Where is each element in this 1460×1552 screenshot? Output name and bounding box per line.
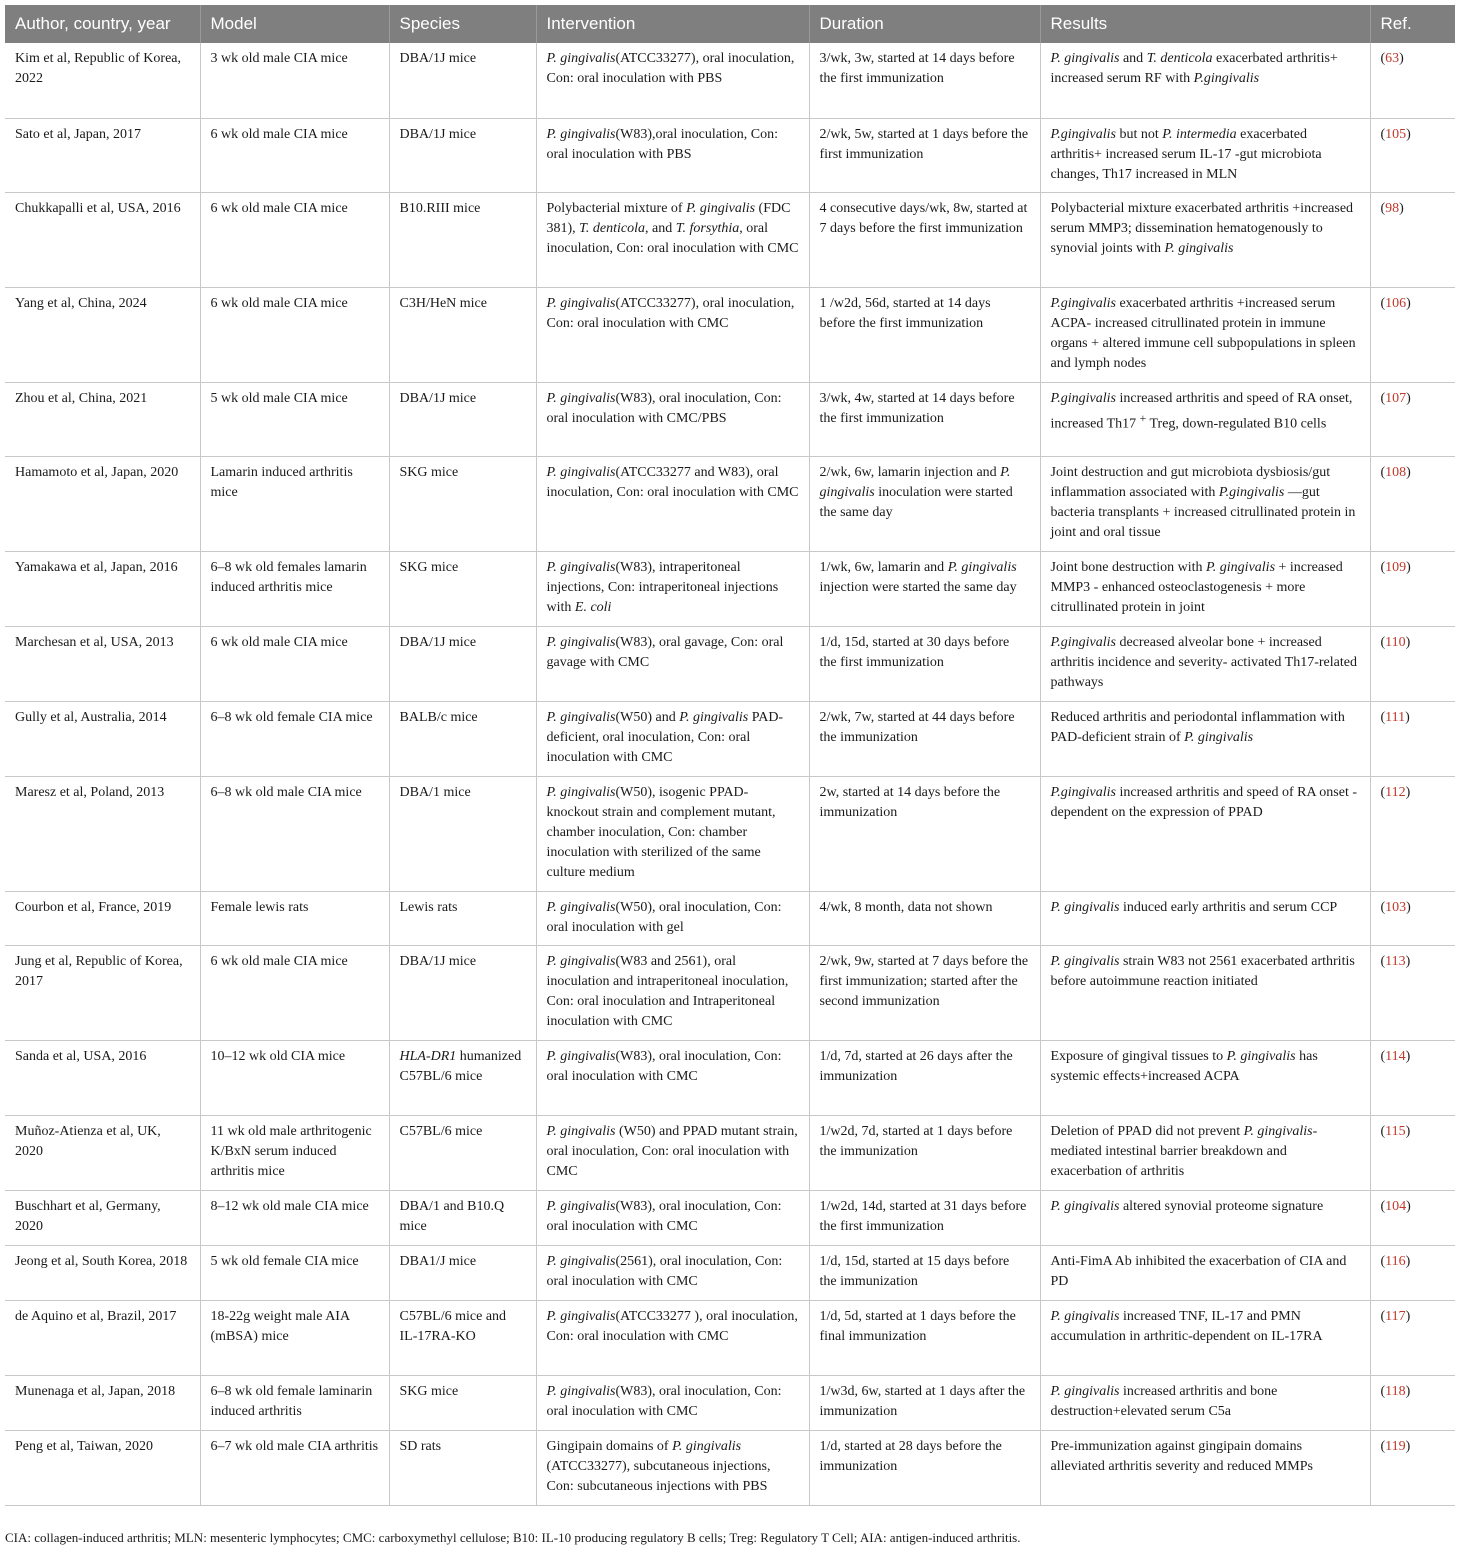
cell-results: Pre-immunization against gingipain domains alleviated arthritis severity and reduced MMPs	[1040, 1430, 1370, 1505]
cell-model: 6 wk old male CIA mice	[200, 626, 389, 701]
cell-intervention: P. gingivalis(W83 and 2561), oral inoculation and intraperitoneal inoculation, Con: oral inoculation and Intraperitoneal inoculation with CMC	[536, 945, 809, 1040]
table-row	[5, 1430, 1455, 1505]
header-row	[5, 5, 1455, 43]
cell-ref: (109)	[1370, 551, 1455, 626]
col-header-model: Model	[200, 5, 389, 43]
cell-ref: (107)	[1370, 382, 1455, 456]
cell-model: 10–12 wk old CIA mice	[200, 1040, 389, 1115]
cell-duration: 1/d, 7d, started at 26 days after the immunization	[809, 1040, 1040, 1115]
cell-author: Chukkapalli et al, USA, 2016	[5, 192, 200, 287]
table-footnote: CIA: collagen-induced arthritis; MLN: mesenteric lymphocytes; CMC: carboxymethyl cellulose; B10: IL-10 producing regulatory B cells; Treg: Regulatory T Cell; AIA: antigen-induced arthritis.	[5, 1530, 1021, 1545]
cell-species: DBA/1J mice	[389, 118, 536, 192]
reference-link[interactable]: 109	[1385, 559, 1407, 575]
cell-author: Hamamoto et al, Japan, 2020	[5, 456, 200, 551]
reference-link[interactable]: 108	[1385, 464, 1407, 480]
cell-intervention: P. gingivalis(ATCC33277), oral inoculation, Con: oral inoculation with CMC	[536, 287, 809, 382]
cell-intervention: P. gingivalis(W83), oral inoculation, Con: oral inoculation with CMC	[536, 1190, 809, 1245]
cell-intervention: P. gingivalis (W50) and PPAD mutant strain, oral inoculation, Con: oral inoculation with CMC	[536, 1115, 809, 1190]
cell-duration: 3/wk, 4w, started at 14 days before the first immunization	[809, 382, 1040, 456]
cell-model: 6–8 wk old female laminarin induced arthritis	[200, 1375, 389, 1430]
cell-results: P. gingivalis strain W83 not 2561 exacerbated arthritis before autoimmune reaction initiated	[1040, 945, 1370, 1040]
cell-species: C57BL/6 mice	[389, 1115, 536, 1190]
cell-results: Deletion of PPAD did not prevent P. gingivalis-mediated intestinal barrier breakdown and exacerbation of arthritis	[1040, 1115, 1370, 1190]
table-row	[5, 1040, 1455, 1115]
table-row	[5, 382, 1455, 456]
cell-duration: 1/w2d, 14d, started at 31 days before the first immunization	[809, 1190, 1040, 1245]
cell-ref: (104)	[1370, 1190, 1455, 1245]
cell-ref: (111)	[1370, 701, 1455, 776]
cell-intervention: P. gingivalis(W50) and P. gingivalis PAD-deficient, oral inoculation, Con: oral inoculation with CMC	[536, 701, 809, 776]
cell-results: Anti-FimA Ab inhibited the exacerbation of CIA and PD	[1040, 1245, 1370, 1300]
table-row	[5, 1245, 1455, 1300]
cell-species: SKG mice	[389, 551, 536, 626]
cell-intervention: P. gingivalis(ATCC33277 ), oral inoculation, Con: oral inoculation with CMC	[536, 1300, 809, 1375]
cell-species: DBA1/J mice	[389, 1245, 536, 1300]
cell-duration: 1/w2d, 7d, started at 1 days before the immunization	[809, 1115, 1040, 1190]
col-header-duration: Duration	[809, 5, 1040, 43]
cell-intervention: Polybacterial mixture of P. gingivalis (FDC 381), T. denticola, and T. forsythia, oral inoculation, Con: oral inoculation with CMC	[536, 192, 809, 287]
reference-link[interactable]: 112	[1385, 784, 1406, 800]
cell-author: Yamakawa et al, Japan, 2016	[5, 551, 200, 626]
cell-author: Zhou et al, China, 2021	[5, 382, 200, 456]
reference-link[interactable]: 104	[1385, 1198, 1407, 1214]
cell-ref: (115)	[1370, 1115, 1455, 1190]
cell-ref: (110)	[1370, 626, 1455, 701]
cell-model: 6 wk old male CIA mice	[200, 945, 389, 1040]
cell-ref: (113)	[1370, 945, 1455, 1040]
cell-author: Sato et al, Japan, 2017	[5, 118, 200, 192]
reference-link[interactable]: 118	[1385, 1383, 1406, 1399]
cell-results: P.gingivalis decreased alveolar bone + increased arthritis incidence and severity- activated Th17-related pathways	[1040, 626, 1370, 701]
cell-species: SD rats	[389, 1430, 536, 1505]
cell-model: 11 wk old male arthritogenic K/BxN serum induced arthritis mice	[200, 1115, 389, 1190]
cell-intervention: P. gingivalis(W83), oral gavage, Con: oral gavage with CMC	[536, 626, 809, 701]
table-row	[5, 945, 1455, 1040]
cell-intervention: P. gingivalis(W83), oral inoculation, Con: oral inoculation with CMC	[536, 1375, 809, 1430]
table-row	[5, 118, 1455, 192]
cell-species: DBA/1 and B10.Q mice	[389, 1190, 536, 1245]
cell-model: Female lewis rats	[200, 891, 389, 945]
cell-model: 6 wk old male CIA mice	[200, 192, 389, 287]
cell-duration: 3/wk, 3w, started at 14 days before the first immunization	[809, 43, 1040, 118]
cell-results: Joint destruction and gut microbiota dysbiosis/gut inflammation associated with P.gingivalis —gut bacteria transplants + increased citrullinated protein in joint and oral tissue	[1040, 456, 1370, 551]
cell-duration: 1/d, 15d, started at 15 days before the immunization	[809, 1245, 1040, 1300]
cell-results: P. gingivalis altered synovial proteome signature	[1040, 1190, 1370, 1245]
cell-species: HLA-DR1 humanized C57BL/6 mice	[389, 1040, 536, 1115]
cell-species: Lewis rats	[389, 891, 536, 945]
cell-species: C3H/HeN mice	[389, 287, 536, 382]
table-row	[5, 626, 1455, 701]
table-row	[5, 551, 1455, 626]
cell-intervention: P. gingivalis(ATCC33277 and W83), oral inoculation, Con: oral inoculation with CMC	[536, 456, 809, 551]
col-header-results: Results	[1040, 5, 1370, 43]
reference-link[interactable]: 103	[1385, 899, 1407, 915]
cell-author: Jung et al, Republic of Korea, 2017	[5, 945, 200, 1040]
cell-ref: (119)	[1370, 1430, 1455, 1505]
cell-ref: (118)	[1370, 1375, 1455, 1430]
cell-model: 6–8 wk old females lamarin induced arthritis mice	[200, 551, 389, 626]
cell-author: Gully et al, Australia, 2014	[5, 701, 200, 776]
cell-species: DBA/1J mice	[389, 43, 536, 118]
cell-species: C57BL/6 mice and IL-17RA-KO	[389, 1300, 536, 1375]
cell-results: P. gingivalis increased arthritis and bone destruction+elevated serum C5a	[1040, 1375, 1370, 1430]
cell-intervention: P. gingivalis(W50), oral inoculation, Con: oral inoculation with gel	[536, 891, 809, 945]
cell-intervention: P. gingivalis(W50), isogenic PPAD-knockout strain and complement mutant, chamber inoculation, Con: chamber inoculation with sterilized of the same culture medium	[536, 776, 809, 891]
cell-duration: 4 consecutive days/wk, 8w, started at 7 days before the first immunization	[809, 192, 1040, 287]
cell-intervention: P. gingivalis(W83), oral inoculation, Con: oral inoculation with CMC	[536, 1040, 809, 1115]
reference-link[interactable]: 98	[1385, 200, 1400, 216]
reference-link[interactable]: 115	[1385, 1123, 1406, 1139]
cell-ref: (114)	[1370, 1040, 1455, 1115]
cell-results: Exposure of gingival tissues to P. gingivalis has systemic effects+increased ACPA	[1040, 1040, 1370, 1115]
reference-link[interactable]: 114	[1385, 1048, 1406, 1064]
cell-ref: (112)	[1370, 776, 1455, 891]
reference-link[interactable]: 113	[1385, 953, 1406, 969]
studies-table	[5, 5, 1455, 1506]
reference-link[interactable]: 119	[1385, 1438, 1406, 1454]
cell-model: Lamarin induced arthritis mice	[200, 456, 389, 551]
cell-model: 6–8 wk old male CIA mice	[200, 776, 389, 891]
table-row	[5, 1190, 1455, 1245]
table-row	[5, 192, 1455, 287]
cell-model: 5 wk old female CIA mice	[200, 1245, 389, 1300]
cell-species: DBA/1J mice	[389, 626, 536, 701]
cell-intervention: P. gingivalis(ATCC33277), oral inoculation, Con: oral inoculation with PBS	[536, 43, 809, 118]
cell-species: SKG mice	[389, 456, 536, 551]
cell-intervention: P. gingivalis(W83), oral inoculation, Con: oral inoculation with CMC/PBS	[536, 382, 809, 456]
cell-duration: 1/d, 5d, started at 1 days before the final immunization	[809, 1300, 1040, 1375]
cell-intervention: P. gingivalis(W83), intraperitoneal injections, Con: intraperitoneal injections with E. coli	[536, 551, 809, 626]
cell-duration: 1 /w2d, 56d, started at 14 days before the first immunization	[809, 287, 1040, 382]
cell-model: 6–7 wk old male CIA arthritis	[200, 1430, 389, 1505]
reference-link[interactable]: 107	[1385, 390, 1407, 406]
cell-author: Marchesan et al, USA, 2013	[5, 626, 200, 701]
cell-intervention: P. gingivalis(W83),oral inoculation, Con: oral inoculation with PBS	[536, 118, 809, 192]
cell-duration: 2/wk, 6w, lamarin injection and P. gingivalis inoculation were started the same day	[809, 456, 1040, 551]
table-body	[5, 43, 1455, 1505]
cell-author: Munenaga et al, Japan, 2018	[5, 1375, 200, 1430]
cell-model: 5 wk old male CIA mice	[200, 382, 389, 456]
cell-intervention: P. gingivalis(2561), oral inoculation, Con: oral inoculation with CMC	[536, 1245, 809, 1300]
cell-species: DBA/1J mice	[389, 945, 536, 1040]
cell-author: Kim et al, Republic of Korea, 2022	[5, 43, 200, 118]
cell-author: Peng et al, Taiwan, 2020	[5, 1430, 200, 1505]
cell-model: 6–8 wk old female CIA mice	[200, 701, 389, 776]
reference-link[interactable]: 111	[1385, 709, 1406, 725]
cell-results: P.gingivalis exacerbated arthritis +increased serum ACPA- increased citrullinated protein in immune organs + altered immune cell subpopulations in spleen and lymph nodes	[1040, 287, 1370, 382]
cell-ref: (103)	[1370, 891, 1455, 945]
table-row	[5, 891, 1455, 945]
cell-duration: 2/wk, 9w, started at 7 days before the first immunization; started after the second immunization	[809, 945, 1040, 1040]
cell-results: Polybacterial mixture exacerbated arthritis +increased serum MMP3; dissemination hematogenously to synovial joints with P. gingivalis	[1040, 192, 1370, 287]
reference-link[interactable]: 106	[1385, 295, 1407, 311]
cell-species: BALB/c mice	[389, 701, 536, 776]
col-header-author: Author, country, year	[5, 5, 200, 43]
cell-ref: (98)	[1370, 192, 1455, 287]
cell-model: 8–12 wk old male CIA mice	[200, 1190, 389, 1245]
cell-model: 6 wk old male CIA mice	[200, 118, 389, 192]
cell-results: Reduced arthritis and periodontal inflammation with PAD-deficient strain of P. gingivalis	[1040, 701, 1370, 776]
cell-results: Joint bone destruction with P. gingivalis + increased MMP3 - enhanced osteoclastogenesis + more citrullinated protein in joint	[1040, 551, 1370, 626]
cell-ref: (63)	[1370, 43, 1455, 118]
cell-ref: (105)	[1370, 118, 1455, 192]
cell-author: Buschhart et al, Germany, 2020	[5, 1190, 200, 1245]
reference-link[interactable]: 63	[1385, 51, 1400, 66]
cell-model: 18-22g weight male AIA (mBSA) mice	[200, 1300, 389, 1375]
cell-duration: 1/d, started at 28 days before the immunization	[809, 1430, 1040, 1505]
table-row	[5, 1375, 1455, 1430]
table-row	[5, 701, 1455, 776]
cell-species: DBA/1 mice	[389, 776, 536, 891]
cell-duration: 1/w3d, 6w, started at 1 days after the immunization	[809, 1375, 1040, 1430]
col-header-species: Species	[389, 5, 536, 43]
cell-duration: 2/wk, 7w, started at 44 days before the immunization	[809, 701, 1040, 776]
table-row	[5, 1115, 1455, 1190]
cell-ref: (106)	[1370, 287, 1455, 382]
reference-link[interactable]: 110	[1385, 634, 1406, 650]
col-header-ref: Ref.	[1370, 5, 1455, 43]
cell-results: P. gingivalis increased TNF, IL-17 and PMN accumulation in arthritic-dependent on IL-17RA	[1040, 1300, 1370, 1375]
table-row	[5, 43, 1455, 118]
cell-duration: 1/wk, 6w, lamarin and P. gingivalis injection were started the same day	[809, 551, 1040, 626]
cell-author: Maresz et al, Poland, 2013	[5, 776, 200, 891]
cell-species: DBA/1J mice	[389, 382, 536, 456]
cell-species: SKG mice	[389, 1375, 536, 1430]
cell-model: 3 wk old male CIA mice	[200, 43, 389, 118]
reference-link[interactable]: 105	[1385, 126, 1407, 142]
cell-ref: (116)	[1370, 1245, 1455, 1300]
cell-duration: 4/wk, 8 month, data not shown	[809, 891, 1040, 945]
cell-duration: 2/wk, 5w, started at 1 days before the first immunization	[809, 118, 1040, 192]
reference-link[interactable]: 116	[1385, 1253, 1406, 1269]
table-row	[5, 456, 1455, 551]
table-row	[5, 1300, 1455, 1375]
cell-model: 6 wk old male CIA mice	[200, 287, 389, 382]
cell-author: Muñoz-Atienza et al, UK, 2020	[5, 1115, 200, 1190]
col-header-intervention: Intervention	[536, 5, 809, 43]
cell-results: P.gingivalis but not P. intermedia exacerbated arthritis+ increased serum IL-17 -gut microbiota changes, Th17 increased in MLN	[1040, 118, 1370, 192]
reference-link[interactable]: 117	[1385, 1308, 1406, 1324]
cell-ref: (117)	[1370, 1300, 1455, 1375]
cell-author: Yang et al, China, 2024	[5, 287, 200, 382]
table-row	[5, 287, 1455, 382]
cell-duration: 1/d, 15d, started at 30 days before the first immunization	[809, 626, 1040, 701]
cell-results: P. gingivalis induced early arthritis and serum CCP	[1040, 891, 1370, 945]
cell-intervention: Gingipain domains of P. gingivalis (ATCC33277), subcutaneous injections, Con: subcutaneous injections with PBS	[536, 1430, 809, 1505]
table-row	[5, 776, 1455, 891]
cell-ref: (108)	[1370, 456, 1455, 551]
cell-author: Sanda et al, USA, 2016	[5, 1040, 200, 1115]
cell-results: P.gingivalis increased arthritis and speed of RA onset, increased Th17 + Treg, down-regulated B10 cells	[1040, 382, 1370, 456]
cell-author: Courbon et al, France, 2019	[5, 891, 200, 945]
cell-species: B10.RIII mice	[389, 192, 536, 287]
cell-duration: 2w, started at 14 days before the immunization	[809, 776, 1040, 891]
cell-results: P. gingivalis and T. denticola exacerbated arthritis+ increased serum RF with P.gingivalis	[1040, 43, 1370, 118]
cell-author: de Aquino et al, Brazil, 2017	[5, 1300, 200, 1375]
cell-author: Jeong et al, South Korea, 2018	[5, 1245, 200, 1300]
cell-results: P.gingivalis increased arthritis and speed of RA onset -dependent on the expression of PPAD	[1040, 776, 1370, 891]
